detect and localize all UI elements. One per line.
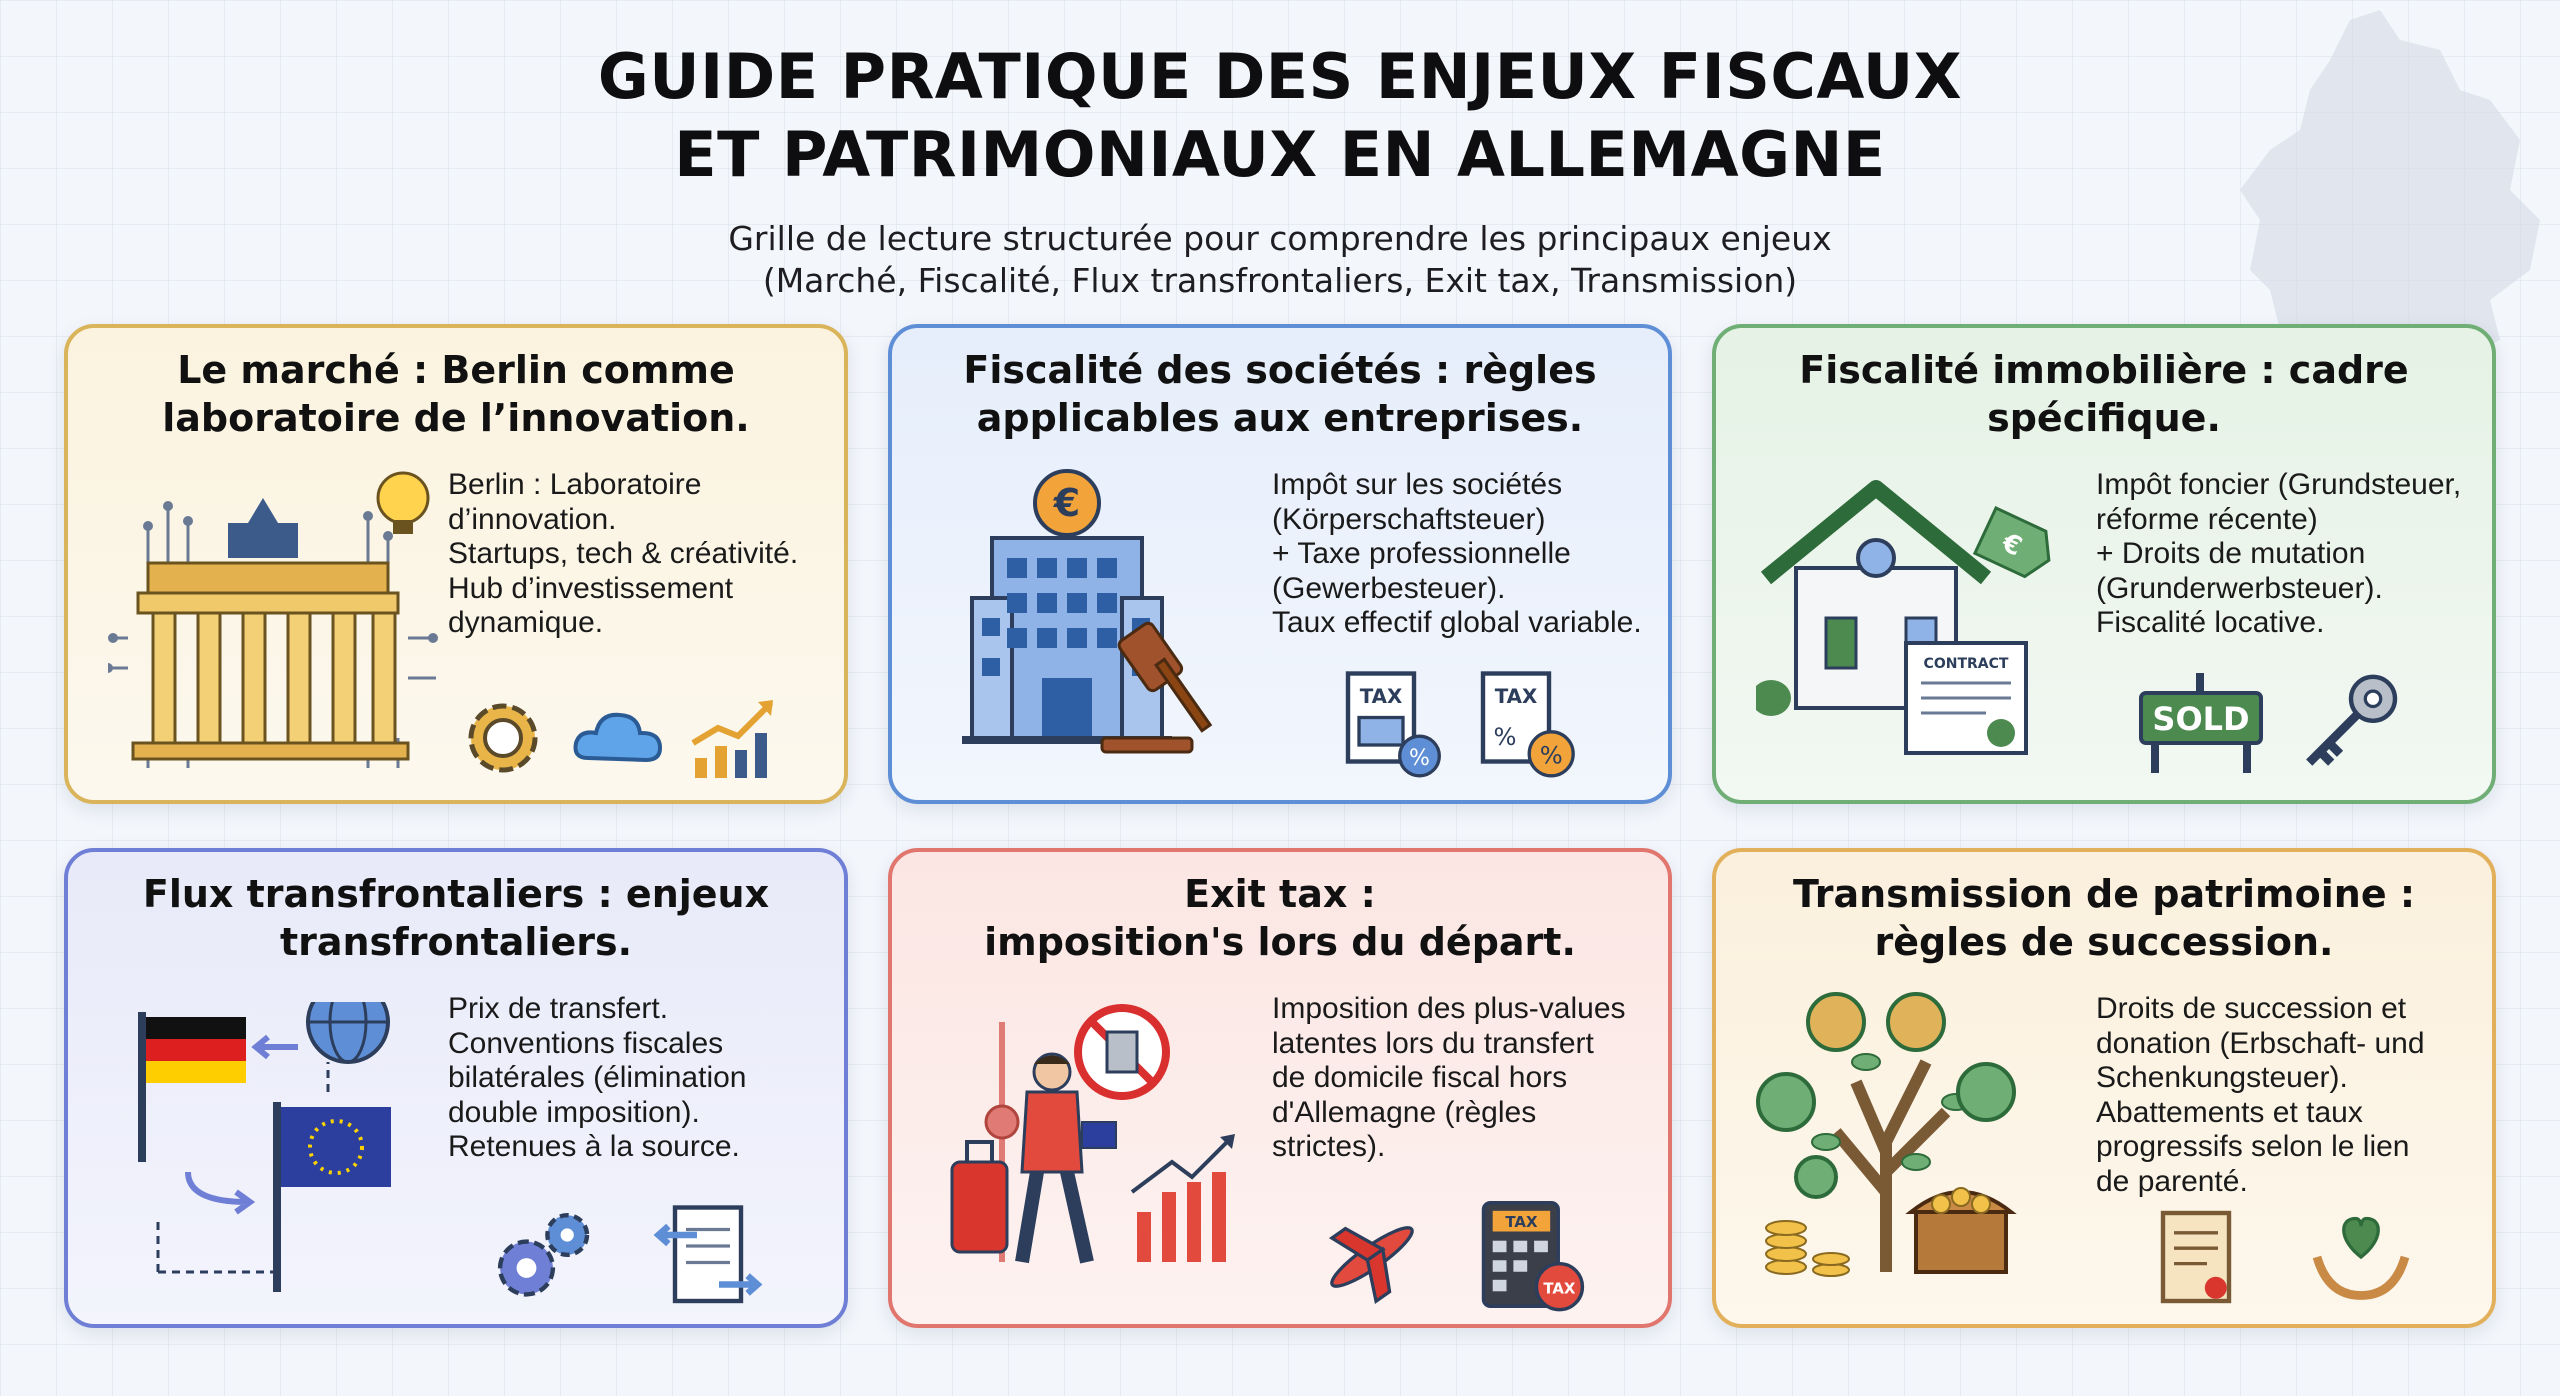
document-exchange-icon bbox=[653, 1202, 763, 1312]
tax-calculator-icon bbox=[1472, 1197, 1587, 1312]
house-contract-illustration bbox=[1756, 468, 2086, 768]
card-title: Fiscalité des sociétés : règles applicables aux entreprises. bbox=[963, 348, 1597, 440]
heart-hands-icon bbox=[2306, 1202, 2416, 1312]
card-description: Impôt foncier (Grundsteuer, réforme récente) + Droits de mutation (Grunderwerbsteuer). Fiscalité locative. bbox=[2096, 468, 2462, 639]
card-title: Fiscalité immobilière : cadre spécifique. bbox=[1799, 348, 2409, 440]
card-title: Transmission de patrimoine : règles de succession. bbox=[1792, 872, 2416, 964]
family-tree-treasure-illustration bbox=[1746, 992, 2076, 1292]
tax-label: TAX bbox=[1359, 685, 1403, 709]
card-description: Droits de succession et donation (Erbschaft- und Schenkungsteuer). Abattements et taux progressifs selon le lien de parenté. bbox=[2096, 992, 2425, 1198]
tax-badge: TAX bbox=[1543, 1279, 1576, 1298]
scroll-icon bbox=[2141, 1202, 2251, 1312]
subtitle-line-1: Grille de lecture structurée pour comprendre les principaux enjeux bbox=[728, 219, 1832, 258]
key-icon bbox=[2296, 668, 2406, 778]
euro-badge: € bbox=[1053, 481, 1081, 525]
percent-badge: % bbox=[1409, 745, 1430, 771]
card-marche bbox=[64, 324, 848, 804]
card-description: Prix de transfert. Conventions fiscales bilatérales (élimination double imposition). Retenues à la source. bbox=[448, 992, 747, 1163]
brandenburg-gate-circuit-illustration bbox=[108, 468, 438, 768]
gear-bulb-icon bbox=[453, 688, 553, 788]
card-fiscalite-immobiliere bbox=[1712, 324, 2496, 804]
page-title bbox=[0, 38, 2560, 194]
airplane-icon bbox=[1317, 1202, 1427, 1312]
card-title: Flux transfrontaliers : enjeux transfrontaliers. bbox=[142, 872, 770, 964]
sold-label: SOLD bbox=[2152, 700, 2250, 738]
percent-mark: % bbox=[1493, 723, 1517, 751]
card-flux-transfrontaliers bbox=[64, 848, 848, 1328]
tax-label: TAX bbox=[1494, 685, 1538, 709]
percent-badge: % bbox=[1539, 741, 1563, 770]
calculator-tax-label: TAX bbox=[1505, 1212, 1538, 1231]
title-line-2: ET PATRIMONIAUX EN ALLEMAGNE bbox=[674, 118, 1886, 191]
card-fiscalite-societes bbox=[888, 324, 1672, 804]
card-description: Imposition des plus-values latentes lors du transfert de domicile fiscal hors d'Allemagne (règles strictes). bbox=[1272, 992, 1626, 1163]
header bbox=[0, 38, 2560, 302]
card-transmission-patrimoine bbox=[1712, 848, 2496, 1328]
card-exit-tax bbox=[888, 848, 1672, 1328]
card-description: Berlin : Laboratoire d’innovation. Startups, tech & créativité. Hub d’investissement dynamique. bbox=[448, 468, 799, 639]
contract-label: CONTRACT bbox=[1923, 656, 2009, 672]
page-subtitle bbox=[0, 218, 2560, 302]
sold-sign-icon bbox=[2136, 668, 2266, 778]
traveler-tv-tower-illustration bbox=[922, 992, 1252, 1292]
card-description: Impôt sur les sociétés (Körperschaftsteuer) + Taxe professionnelle (Gewerbesteuer). Taux effectif global variable. bbox=[1272, 468, 1642, 639]
title-line-1: GUIDE PRATIQUE DES ENJEUX FISCAUX bbox=[597, 40, 1963, 113]
cloud-icon bbox=[568, 688, 668, 788]
gears-icon bbox=[488, 1202, 598, 1312]
euro-tag: € bbox=[1997, 527, 2027, 563]
card-title: Le marché : Berlin comme laboratoire de l’innovation. bbox=[162, 348, 750, 440]
subtitle-line-2: (Marché, Fiscalité, Flux transfrontaliers, Exit tax, Transmission) bbox=[762, 261, 1798, 300]
growth-chart-icon bbox=[683, 688, 783, 788]
card-title: Exit tax : imposition's lors du départ. bbox=[984, 872, 1576, 964]
tax-document-icon bbox=[1337, 668, 1447, 778]
germany-eu-flags-globe-illustration bbox=[108, 1002, 438, 1302]
euro-office-building-gavel-illustration bbox=[932, 468, 1262, 768]
tax-percent-document-icon bbox=[1472, 668, 1582, 778]
